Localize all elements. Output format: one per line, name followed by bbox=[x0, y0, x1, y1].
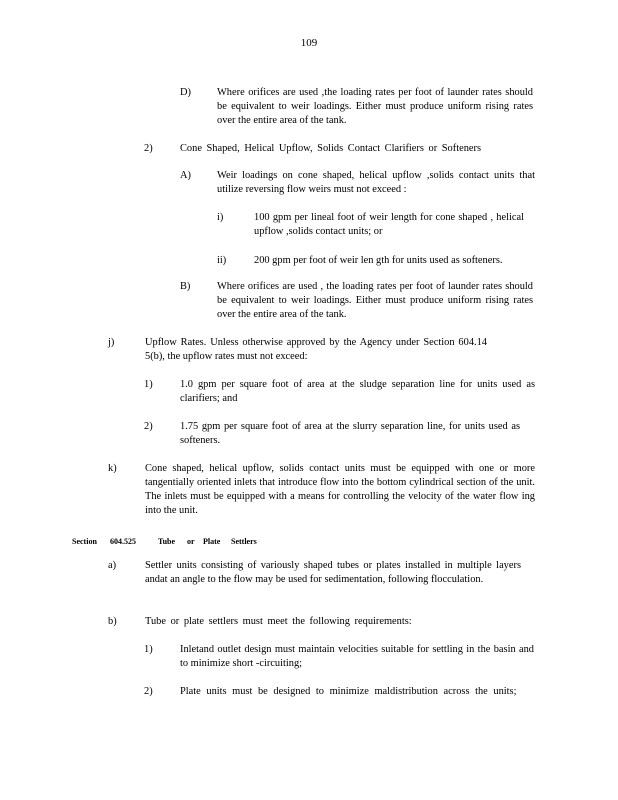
section-title-word: Plate bbox=[203, 537, 221, 546]
list-text: Upflow Rates. Unless otherwise approved by the Agency under Section 604.14 5(b), the upflow rates must not exceed: bbox=[145, 337, 487, 362]
list-text: 200 gpm per foot of weir len gth for units used as softeners. bbox=[254, 255, 503, 266]
list-marker: k) bbox=[108, 463, 117, 474]
list-marker: 2) bbox=[144, 421, 153, 432]
section-title-word: Settlers bbox=[231, 537, 257, 546]
list-text: Plate units must be designed to minimize maldistribution across the units; bbox=[180, 686, 517, 697]
list-marker: ii) bbox=[217, 255, 227, 266]
list-text: Where orifices are used , the loading rates per foot of launder rates should be equivalent to weir loadings. Either must produce uniform rising rates over the entire area of the tank. bbox=[217, 281, 533, 320]
list-marker: 2) bbox=[144, 143, 153, 154]
list-text: 1.75 gpm per square foot of area at the slurry separation line, for units used as softeners. bbox=[180, 421, 520, 446]
section-number: 604.525 bbox=[110, 537, 136, 546]
list-text: Cone shaped, helical upflow, solids contact units must be equipped with one or more tangentially oriented inlets that introduce flow into the bottom cylindrical section of the unit. The inlets must be equipped with a means for controlling the velocity of the water flow ing into the unit. bbox=[145, 463, 535, 516]
list-marker: 1) bbox=[144, 644, 153, 655]
section-title-word: Tube bbox=[158, 537, 176, 546]
list-marker: B) bbox=[180, 281, 191, 292]
list-text: 100 gpm per lineal foot of weir length for cone shaped , helical upflow ,solids contact units; or bbox=[254, 212, 524, 237]
list-text: Cone Shaped, Helical Upflow, Solids Contact Clarifiers or Softeners bbox=[180, 143, 482, 154]
list-text: Settler units consisting of variously shaped tubes or plates installed in multiple layers andat an angle to the flow may be used for sedimentation, following flocculation. bbox=[145, 560, 521, 585]
list-text: 1.0 gpm per square foot of area at the sludge separation line for units used as clarifiers; and bbox=[180, 379, 535, 404]
list-marker: 2) bbox=[144, 686, 153, 697]
list-marker: b) bbox=[108, 616, 117, 627]
list-text: Weir loadings on cone shaped, helical upflow ,solids contact units that utilize reversing flow weirs must not exceed : bbox=[217, 170, 535, 195]
page-number: 109 bbox=[300, 37, 318, 49]
list-text: Where orifices are used ,the loading rates per foot of launder rates should be equivalent to weir loadings. Either must produce uniform rising rates over the entire area of the tank. bbox=[217, 87, 533, 126]
list-marker: A) bbox=[180, 170, 191, 181]
list-marker: D) bbox=[180, 87, 191, 98]
list-marker: j) bbox=[108, 337, 115, 348]
section-title-word: or bbox=[187, 537, 195, 546]
list-text: Tube or plate settlers must meet the following requirements: bbox=[145, 616, 412, 627]
list-text: Inletand outlet design must maintain velocities suitable for settling in the basin and to minimize short -circuiting; bbox=[180, 644, 534, 669]
section-label: Section bbox=[72, 537, 97, 546]
list-marker: a) bbox=[108, 560, 117, 571]
list-marker: i) bbox=[217, 212, 224, 223]
list-marker: 1) bbox=[144, 379, 153, 390]
